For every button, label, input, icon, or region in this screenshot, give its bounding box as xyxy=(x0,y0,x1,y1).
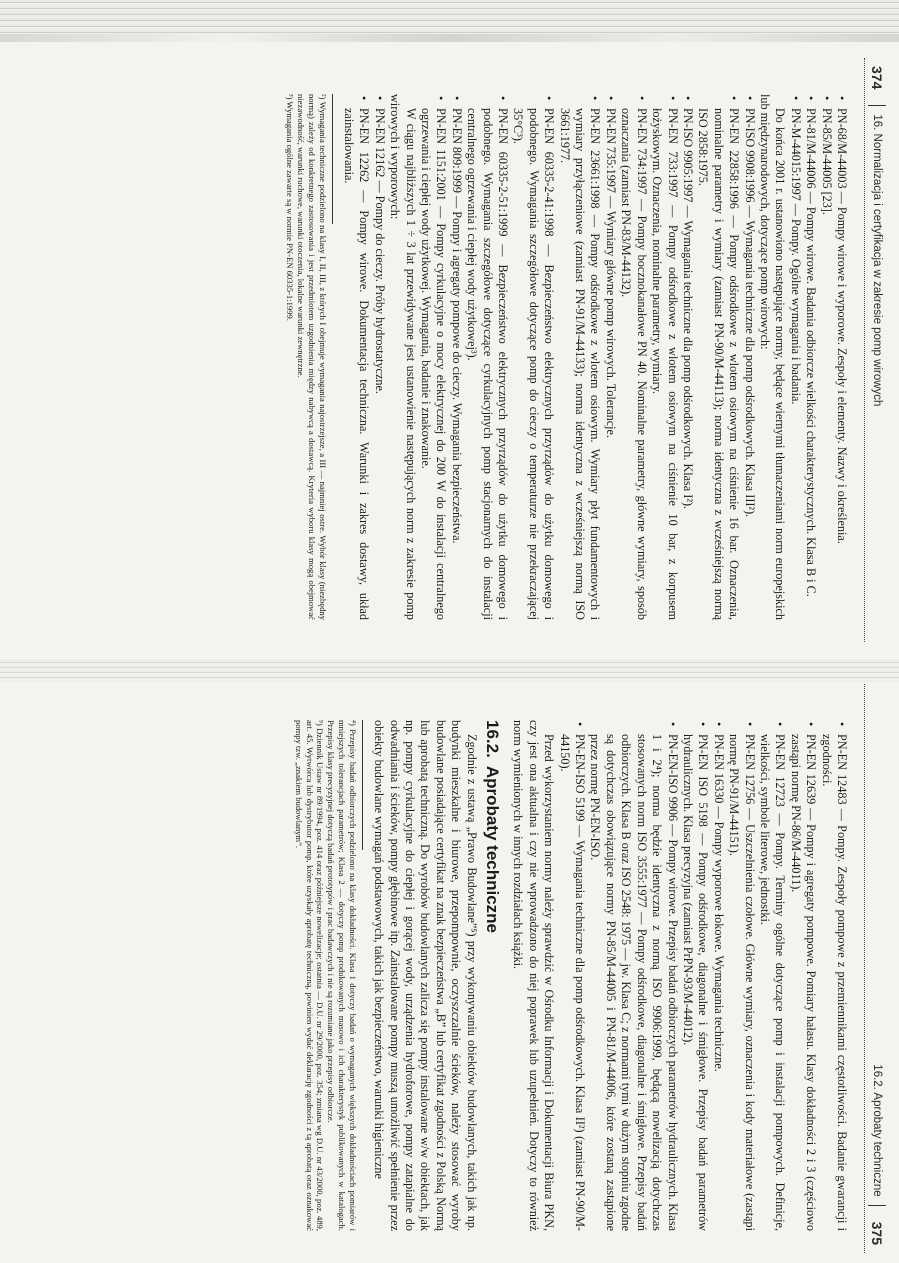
section-title: Aprobaty techniczne xyxy=(483,765,503,934)
list-item: • PN-EN 60335-2-51:1999 — Bezpieczeństwo elektrycznych przyrządów do użytku domowego i podobnego. Wymagania szczegółowe dotyczące cyrkulacyjnych pomp stacjonarnych do instalacji centralnego ogrzewania i ciepłej wody użytkowej³). xyxy=(464,94,510,620)
list-item: • PN-EN 809:1999 — Pompy i agregaty pompowe do cieczy. Wymagania bezpieczeństwa. xyxy=(448,94,463,620)
list-item: • PN-EN 733:1997 — Pompy odśrodkowe z wlotem osiowym na ciśnienie 10 bar, z korpusem łożyskowym. Oznaczenia, nominalne parametry, wymiary. xyxy=(649,94,680,620)
list-item: • PN-EN 12639 — Pompy i agregaty pompowe. Pomiary hałasu. Klasy dokładności 2 i 3 (częściowo zastąpi normę PN-86/M-44011). xyxy=(787,720,818,1231)
list-item: • PN-EN-ISO 9906 — Pompy wirowe. Przepisy badań odbiorczych parametrów hydraulicznych. Klasa 1 i 2⁴); norma będzie identyczna z normą ISO 9906:1999, będącą nowelizacją dotychczas stosowanych norm ISO 3555:1977 — Pompy odśrodkowe, diagonalne i śmigłowe. Przepisy badań odbiorczych. Klasa B oraz ISO 2548: 1975 — jw. Klasa C; z normami tymi w dużym stopniu zgodne są dotychczas obowiązujące normy PN-85/M-44005 i PN-81/M-44006, które zostaną zastąpione przez normę PN-EN-ISO. xyxy=(587,720,679,1231)
list-item: • PN-EN 1151:2001 — Pompy cyrkulacyjne o mocy elektrycznej do 200 W do instalacji centralnego ogrzewania i ciepłej wody użytkowej. Wymagania, badanie i znakowanie. xyxy=(418,94,449,620)
running-head-375 xyxy=(864,684,889,1253)
paragraph-intro: Do końca 2001 r. ustanowiono następujące normy, będące wiernymi tłumaczeniami norm europejskich lub międzynarodowych, dotyczące pomp wirowych: xyxy=(757,94,788,620)
section-number: 16.2. xyxy=(483,720,503,758)
list-item: • PN-EN 12162 — Pompy do cieczy. Próby hydrostatyczne. xyxy=(371,94,386,620)
footnote: ⁴) Przepisy badań odbiorczych podzielono na klasy dokładności. Klasa 1 dotyczy badań o wymaganych większych dokładnościach pomiarów i mniejszych tolerancjach parametrów; Klasa 2 — dotyczy pomp produkowanych masowo i ich charakterystyk publikowanych w katalogach. Przepisy klasy precyzyjnej dotyczą badań prototypów i prac badawczych i nie są rozumiane jako przepisy odbiorcze. xyxy=(326,720,358,1231)
page-374 xyxy=(0,50,899,660)
standards-list-planned xyxy=(341,94,387,620)
list-item: • PN-68/M-44003 — Pompy wirowe i wyporowe. Zespoły i elementy. Nazwy i określenia. xyxy=(834,94,849,620)
footnote-rule xyxy=(332,94,333,224)
standards-list-european xyxy=(418,94,757,620)
list-item: • PN-ISO 9908:1996 — Wymagania techniczne dla pomp odśrodkowych. Klasa III²). xyxy=(741,94,756,620)
list-item: • PN-EN 12723 — Pompy. Terminy ogólne dotyczące pomp i instalacji pompowych. Definicje, wielkości, symbole literowe, jednostki. xyxy=(757,720,788,1231)
footnote: ²) Wymagania techniczne podzielono na klasy I, II, III, z których I obejmuje wymagania najostrzejsze, a III — najmniej ostre. Wybór klasy (niezbędny normą) zależy od konkretnego zastosowania i jest przedmiotem uzgodnienia między nabywcą a dostawcą. Kryteria wyboru klasy mogą obejmować niezawodność, warunki ruchowe, warunki otoczenia, lokalne warunki zewnętrzne. xyxy=(296,94,328,620)
list-item: • PN-ISO 9905:1997 — Wymagania techniczne dla pomp odśrodkowych. Klasa I²). xyxy=(680,94,695,620)
list-item: • PN-EN-ISO 5199 — Wymagania techniczne dla pomp odśrodkowych. Klasa II²) (zamiast PN-90/M-44150). xyxy=(556,720,587,1231)
footnote-rule xyxy=(362,720,363,850)
list-item: • PN-EN 22858:1996 — Pompy odśrodkowe z wlotem osiowym na ciśnienie 16 bar. Oznaczenia, nominalne parametry i wymiary (zamiast PN-90/M-44113); norma identyczna z wcześniejszą normą ISO 2858:1975. xyxy=(695,94,741,620)
list-item: • PN-EN 735:1997 — Wymiary główne pomp wirowych. Tolerancje. xyxy=(603,94,618,620)
list-item: • PN-EN ISO 5198 — Pompy odśrodkowe, diagonalne i śmigłowe. Przepisy badań parametrów hydraulicznych. Klasa precyzyjna (zamiast PrPN-93/M-44012). xyxy=(680,720,711,1231)
section-heading xyxy=(483,720,503,1231)
page-body-375 xyxy=(293,720,849,1231)
page-375 xyxy=(0,676,899,1263)
list-item: • PN-EN 12483 — Pompy. Zespoły pompowe z przemiennikami częstotliwości. Badanie gwarancji i zgodności. xyxy=(818,720,849,1231)
page-body-374 xyxy=(284,94,849,620)
list-item: • PN-EN 60335-2-41:1998 — Bezpieczeństwo elektrycznych przyrządów do użytku domowego i podobnego. Wymagania szczegółowe dotyczące pomp do cieczy o temperaturze nie przekraczającej 35°C³). xyxy=(510,94,556,620)
standards-list-current xyxy=(787,94,849,620)
scan-edge-artifact xyxy=(0,0,899,42)
list-item: • PN-EN 734:1997 — Pompy bocznokanałowe PN 40. Nominalne parametry, główne wymiary, sposób oznaczania (zamiast PN-83/M-44132). xyxy=(618,94,649,620)
header-divider xyxy=(868,105,886,106)
page-number: 374 xyxy=(869,66,885,90)
running-head-title: 16.2. Aprobaty techniczne xyxy=(871,1064,883,1197)
paragraph-planned: W ciągu najbliższych 1 ÷ 3 lat przewidywane jest ustanowienie następujących norm z zakresie pomp wirowych i wyporowych: xyxy=(388,94,418,620)
footnote: ³) Wymagania ogólne zawarte są w normie PN-EN 60335-1:1999. xyxy=(285,94,296,321)
standards-list-upcoming xyxy=(556,720,849,1231)
footnote: ⁵) Dziennik Ustaw nr 89/1994, poz. 414 oraz późniejsze nowelizacje; ostatnia — D.U. nr 29/2000, poz. 354; zmiana wg D.U. nr 43/2000, poz. 489, art. 45. Wytwórca lub dystrybutor pomp, które uzyskały aprobatę techniczną, powinien wydać deklarację zgodności z tą aprobatą oraz oznakować pompy tzw. „znakiem budowlanym”. xyxy=(293,720,326,1231)
paragraph-building-law: Zgodnie z ustawą „Prawo Budowlane”⁵) przy wykonywaniu obiektów budowlanych, takich jak np. budynki mieszkalne i biurowe, przepompownie, oczyszczalnie ścieków, należy stosować wyroby budowlane posiadające certyfikat na znak bezpieczeństwa „B” lub certyfikat zgodności z Polską Normą lub aprobatą techniczną. Do wyrobów budowlanych zalicza się pompy instalowane w/w obiektach, jak np. pompy cyrkulacyjne do ciepłej i gorącej wody, urządzenia hydroforowe, pompy zatapialne do odwadniania i ścieków, pompy głębinowe itp. Zainstalowane pompy muszą umożliwić spełnienie przez obiekty budowlane wymagań podstawowych, takich jak bezpieczeństwo, warunki higieniczne xyxy=(372,720,479,1231)
list-item: • PN-EN 23661:1998 — Pompy odśrodkowe z wlotem osiowym. Wymiary płyt fundamentowych i wymiary przyłączeniowe (zamiast PN-91/M-44133); norma identyczna z wcześniejszą normą ISO 3661:1977. xyxy=(556,94,602,620)
list-item: • PN-M-44015:1997 — Pompy. Ogólne wymagania i badania. xyxy=(787,94,802,620)
list-item: • PN-EN 16330 — Pompy wyporowe łokowe. Wymagania techniczne. xyxy=(710,720,725,1231)
list-item: • PN-81/M-44006 — Pompy wirowe. Badania odbiorcze wielkości charakterystycznych. Klasa B i C. xyxy=(803,94,818,620)
list-item: • PN-85/M-44005 [23]. xyxy=(818,94,833,620)
running-head-title: 16. Normalizacja i certyfikacja w zakresie pomp wirowych xyxy=(871,114,883,407)
header-divider xyxy=(868,1205,886,1206)
list-item: • PN-EN 12756 — Uszczelnienia czołowe. Główne wymiary, oznaczenia i kody materiałowe (zastąpi normę PN-91/M-44151). xyxy=(726,720,757,1231)
running-head-374 xyxy=(864,58,889,642)
page-number: 375 xyxy=(869,1221,885,1245)
list-item: • PN-EN 12262 — Pompy wirowe. Dokumentacja techniczna. Warunki i zakres dostawy, układ zainstalowania. xyxy=(341,94,372,620)
paragraph-check-pkn: Przed wykorzystaniem normy należy sprawdzić w Ośrodku Informacji i Dokumentacji Biura PKN, czy jest ona aktualna i czy nie wprowadzono do niej poprawek lub uzupełnień. Dotyczy to również norm wymienionych w innych rozdziałach książki. xyxy=(511,720,557,1231)
